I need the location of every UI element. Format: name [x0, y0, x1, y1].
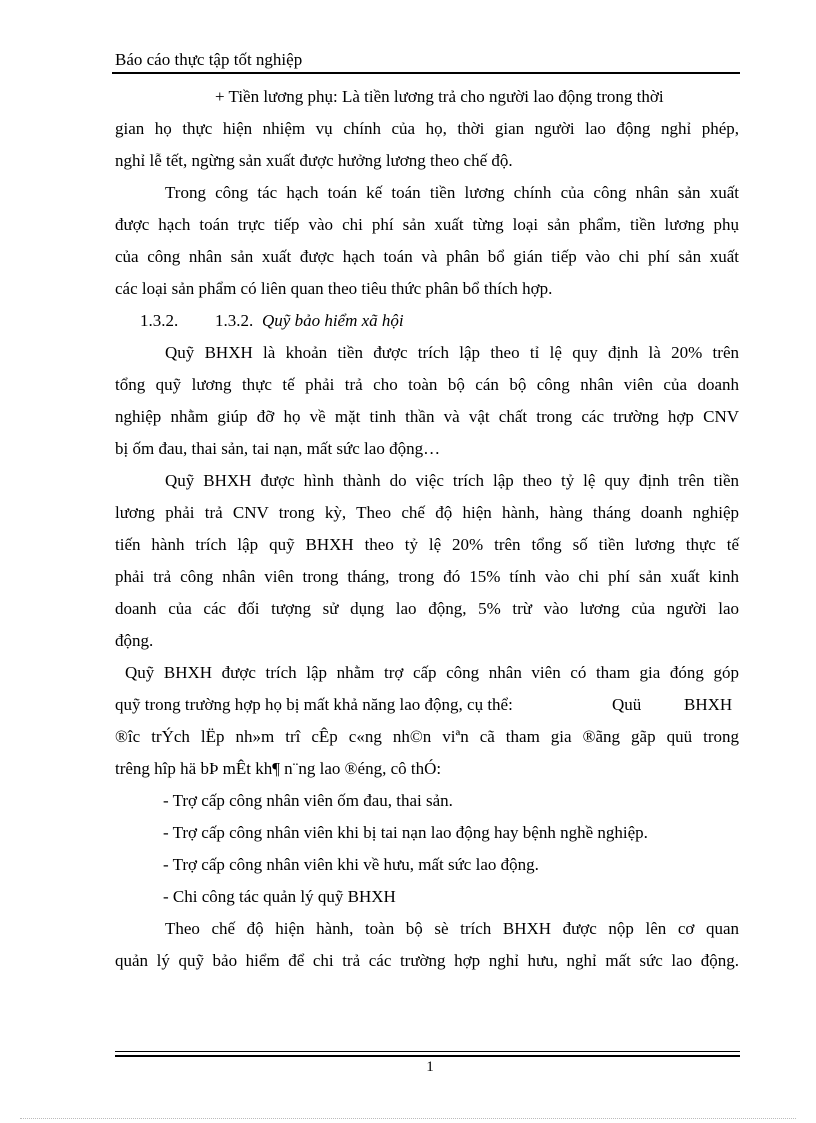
header-rule — [112, 72, 740, 74]
text-line: nghiệp nhằm giúp đỡ họ về mặt tinh thần và vật chất trong các trường hợp CNV — [115, 407, 739, 426]
text-line: được hạch toán trực tiếp vào chi phí sản xuất từng loại sản phẩm, tiền lương phụ — [115, 215, 739, 234]
text-line: tổng quỹ lương thực tế phải trả cho toàn bộ cán bộ công nhân viên của doanh — [115, 375, 739, 394]
bullet-item: - Trợ cấp công nhân viên ốm đau, thai sản. — [163, 791, 453, 810]
text-line: quỹ trong trường hợp họ bị mất khả năng lao động, cụ thể: — [115, 695, 513, 714]
section-heading: Quỹ bảo hiểm xã hội — [262, 311, 404, 330]
page-header-title: Báo cáo thực tập tốt nghiệp — [115, 50, 303, 69]
text-line: gian họ thực hiện nhiệm vụ chính của họ, thời gian người lao động nghỉ phép, — [115, 119, 739, 138]
footer-rule — [115, 1055, 740, 1057]
section-number: 1.3.2. — [140, 311, 179, 330]
text-line: phải trả công nhân viên trong tháng, trong đó 15% tính vào chi phí sản xuất kinh — [115, 567, 739, 586]
text-line: tiến hành trích lập quỹ BHXH theo tỷ lệ 20% trên tổng số tiền lương thực tế — [115, 535, 739, 554]
text-word: Quü — [612, 695, 642, 714]
garbled-text-line: trêng hîp hä bÞ mÊt kh¶ n¨ng lao ®éng, cô thÓ: — [115, 759, 442, 778]
text-line: Quỹ BHXH được hình thành do việc trích lập theo tỷ lệ quy định trên tiền — [165, 471, 739, 490]
bullet-item: - Chi công tác quản lý quỹ BHXH — [163, 887, 396, 906]
text-word: BHXH — [684, 695, 733, 714]
text-line: + Tiền lương phụ: Là tiền lương trả cho người lao động trong thời — [215, 87, 664, 106]
text-line: của công nhân sản xuất được hạch toán và phân bổ gián tiếp vào chi phí sản xuất — [115, 247, 739, 266]
text-line: nghỉ lễ tết, ngừng sản xuất được hưởng lương theo chế độ. — [115, 151, 513, 170]
text-line: quản lý quỹ bảo hiểm để chi trả các trường hợp nghỉ hưu, nghỉ mất sức lao động. — [115, 951, 739, 970]
text-line: lương phải trả CNV trong kỳ, Theo chế độ hiện hành, hàng tháng doanh nghiệp — [115, 503, 739, 522]
text-line: Quỹ BHXH là khoản tiền được trích lập theo tỉ lệ quy định là 20% trên — [165, 343, 739, 362]
text-line: bị ốm đau, thai sản, tai nạn, mất sức lao động… — [115, 439, 441, 458]
text-line: Trong công tác hạch toán kế toán tiền lương chính của công nhân sản xuất — [165, 183, 739, 202]
text-line: Quỹ BHXH được trích lập nhằm trợ cấp công nhân viên có tham gia đóng góp — [125, 663, 739, 682]
footer-rule — [115, 1051, 740, 1052]
bullet-item: - Trợ cấp công nhân viên khi bị tai nạn lao động hay bệnh nghề nghiệp. — [163, 823, 648, 842]
text-line: doanh của các đối tượng sử dụng lao động, 5% trừ vào lương của người lao — [115, 599, 739, 618]
garbled-text-line: ®îc trÝch lËp nh»m trî cÊp c«ng nh©n viªn cã tham gia ®ãng gãp quü trong — [115, 727, 739, 746]
page-edge-dots — [20, 1118, 796, 1119]
section-number: 1.3.2. — [215, 311, 254, 330]
bullet-item: - Trợ cấp công nhân viên khi về hưu, mất sức lao động. — [163, 855, 539, 874]
text-line: các loại sản phẩm có liên quan theo tiêu thức phân bổ thích hợp. — [115, 279, 553, 298]
page-number: 1 — [426, 1059, 434, 1075]
text-line: Theo chế độ hiện hành, toàn bộ sè trích BHXH được nộp lên cơ quan — [165, 919, 739, 938]
text-line: động. — [115, 631, 154, 650]
